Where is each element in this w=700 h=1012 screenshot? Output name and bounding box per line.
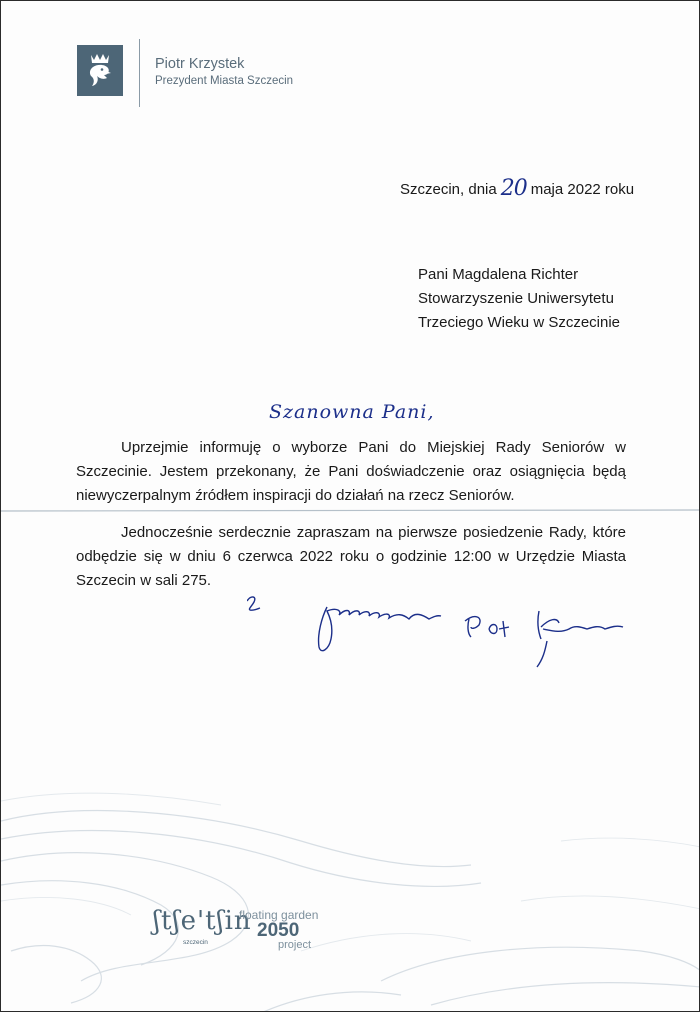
header-divider [139,39,140,107]
logo-wordmark: ʃtʃe'tʃin [153,906,252,936]
logo-year: 2050 [257,920,300,941]
recipient-org-line2: Trzeciego Wieku w Szczecinie [418,314,621,331]
griffin-crown-icon [77,45,123,96]
date-line [400,175,634,200]
body-paragraph-1: Uprzejmie informuję o wyborze Pani do Miejskiej Rady Seniorów w Szczecinie. Jestem przekonany, że Pani doświadczenie oraz osiągnięcia będą niewyczerpalnym źródłem inspiracji do działań na rzecz Seniorów. [76,439,626,504]
stettin-2050-logo [153,905,319,951]
body-paragraph-2: Jednocześnie serdecznie zapraszam na pierwsze posiedzenie Rady, które odbędzie się w dniu 6 czerwca 2022 roku o godzinie 12:00 w Urzędzie Miasta Szczecin w sali 275. [76,524,626,589]
logo-tagline: floating garden [239,908,319,922]
handwritten-closing-and-signature [247,589,627,669]
sender-title: Prezydent Miasta Szczecin [155,75,294,87]
signature-drawing [247,589,627,669]
date-suffix: maja 2022 roku [530,181,635,198]
decorative-waves [1,781,700,1012]
date-day-handwritten: 20 [500,176,527,201]
logo-city: szczecin [183,939,208,946]
recipient-name: Pani Magdalena Richter [418,266,579,283]
logo-project: project [278,939,312,951]
sender-name: Piotr Krzystek [155,56,245,72]
recipient-block [418,263,620,335]
date-prefix: Szczecin, dnia [400,181,497,198]
salutation-handwritten: Szanowna Pani, [269,401,435,423]
recipient-org-line1: Stowarzyszenie Uniwersytetu [418,290,614,307]
scan-streak [1,509,700,513]
